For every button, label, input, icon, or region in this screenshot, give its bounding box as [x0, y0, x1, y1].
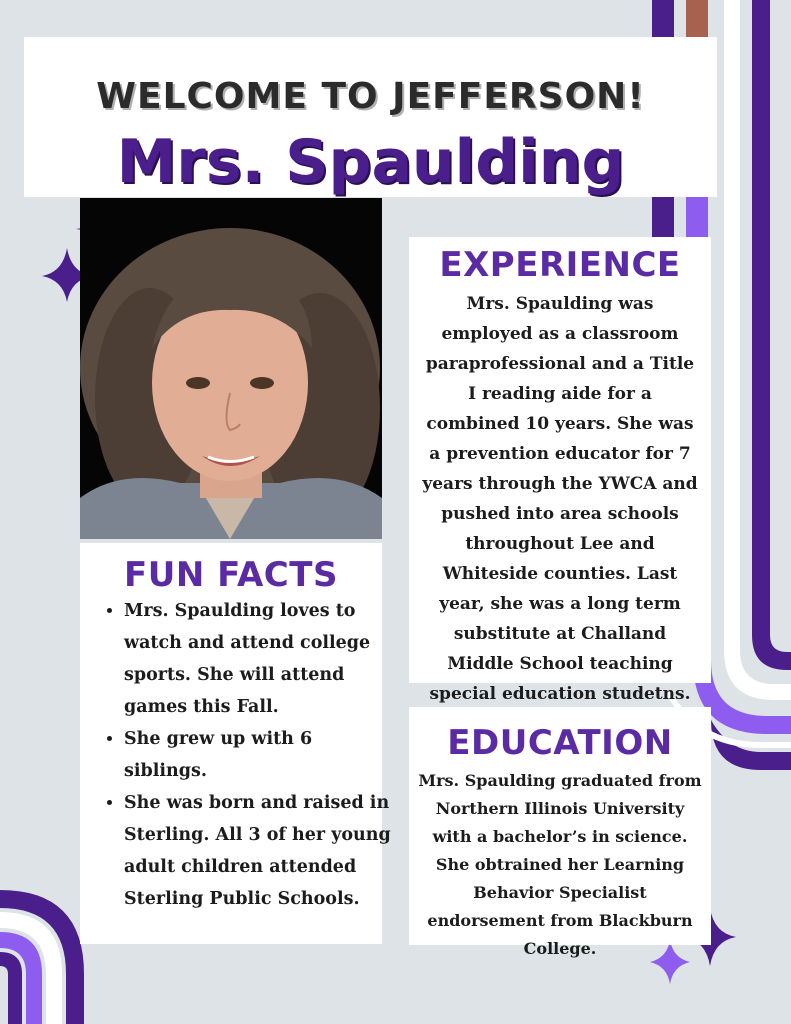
list-item: • Mrs. Spaulding loves to watch and attend college sports. She will attend games this Fall. — [124, 595, 392, 723]
header-banner — [24, 37, 717, 197]
education-card — [409, 707, 711, 958]
fun-facts-title: FUN FACTS — [124, 555, 338, 595]
portrait-photo — [80, 198, 382, 539]
list-item: • She grew up with 6 siblings. — [124, 723, 392, 787]
portrait-illustration — [80, 198, 382, 539]
welcome-heading: WELCOME TO JEFFERSON! — [96, 76, 645, 117]
experience-card — [409, 237, 711, 704]
fun-facts-card — [80, 543, 391, 944]
experience-body: Mrs. Spaulding was employed as a classroom paraprofessional and a Title I reading aide for a combined 10 years. She was a prevention educator for 7 years through the YWCA and pushed into area schools throughout Lee and Whiteside counties. Last year, she was a long term substitute at Challand Middle School teaching special education studetns. — [422, 294, 698, 704]
education-body: Mrs. Spaulding graduated from Northern Illinois University with a bachelor’s in science. She obtrained her Learning Behavior Specialist endorsement from Blackburn College. — [418, 771, 702, 958]
experience-title: EXPERIENCE — [439, 245, 681, 285]
teacher-name: Mrs. Spaulding — [116, 127, 625, 197]
list-item: • She was born and raised in Sterling. All 3 of her young adult children attended Sterling Public Schools. — [124, 787, 392, 915]
fun-facts-list — [102, 595, 392, 915]
education-title: EDUCATION — [447, 723, 673, 763]
bottom-left-arcs — [0, 890, 84, 1024]
